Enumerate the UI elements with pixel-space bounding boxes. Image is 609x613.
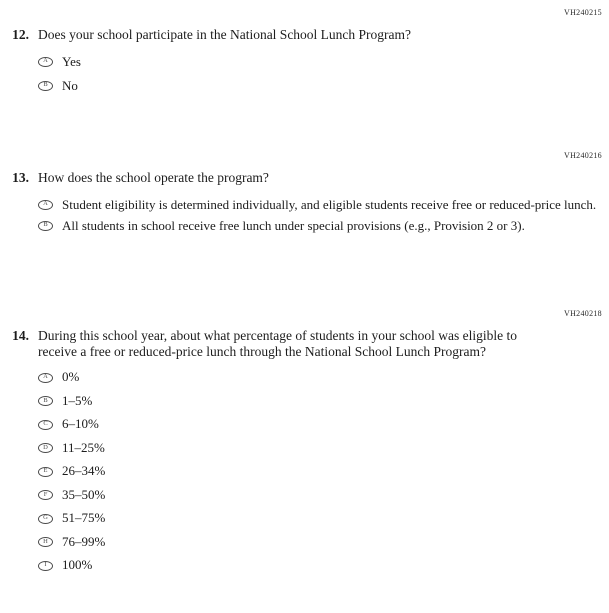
option-row (38, 78, 602, 93)
question-number: 12. (12, 27, 29, 42)
option-label: 1–5% (62, 392, 93, 408)
question-code: VH240216 (564, 151, 602, 160)
answer-bubble-icon[interactable]: G (38, 514, 53, 524)
option-label: Student eligibility is determined individually, and eligible students receive free or reduced-price lunch. (62, 197, 597, 212)
option-row (38, 464, 602, 478)
options-list (38, 197, 602, 233)
question-code: VH240218 (564, 309, 602, 318)
option-row (38, 54, 602, 69)
option-row (38, 370, 602, 384)
option-label: 100% (62, 557, 93, 572)
answer-bubble-icon[interactable]: D (38, 443, 53, 453)
options-list (38, 54, 602, 93)
option-row (38, 558, 602, 572)
options-list (38, 370, 602, 572)
answer-bubble-icon[interactable]: C (38, 420, 53, 430)
option-label: 35–50% (62, 486, 106, 502)
option-label: 76–99% (62, 533, 106, 549)
answer-bubble-icon[interactable]: A (38, 57, 53, 67)
question-block-13 (0, 151, 609, 242)
option-row (38, 488, 602, 502)
answer-bubble-icon[interactable]: E (38, 467, 53, 477)
question-number: 13. (12, 170, 29, 185)
question-row (6, 27, 602, 43)
answer-bubble-icon[interactable]: B (38, 221, 53, 231)
option-row (38, 197, 602, 212)
answer-bubble-icon[interactable]: A (38, 373, 53, 383)
option-row (38, 417, 602, 431)
question-text: Does your school participate in the National School Lunch Program? (38, 27, 412, 42)
option-row (38, 394, 602, 408)
question-block-12 (0, 8, 609, 102)
option-row (38, 511, 602, 525)
option-label: 6–10% (62, 416, 99, 431)
answer-bubble-icon[interactable]: I (38, 561, 53, 571)
answer-bubble-icon[interactable]: A (38, 200, 53, 210)
option-label: 26–34% (62, 463, 106, 478)
option-row (38, 441, 602, 455)
option-label: Yes (62, 54, 81, 69)
option-label: 0% (62, 369, 80, 384)
option-label: All students in school receive free lunch under special provisions (e.g., Provision 2 or 3). (62, 218, 525, 233)
answer-bubble-icon[interactable]: H (38, 537, 53, 547)
question-code: VH240215 (564, 8, 602, 17)
option-row (38, 218, 602, 233)
question-number: 14. (12, 328, 29, 343)
option-label: 11–25% (62, 439, 105, 455)
question-row (6, 170, 602, 186)
question-block-14 (0, 309, 609, 582)
option-label: No (62, 78, 78, 93)
question-row (6, 328, 602, 360)
answer-bubble-icon[interactable]: B (38, 81, 53, 91)
option-row (38, 535, 602, 549)
question-text: During this school year, about what percentage of students in your school was eligible to receive a free or reduced-price lunch through the National School Lunch Program? (38, 328, 517, 359)
answer-bubble-icon[interactable]: B (38, 396, 53, 406)
option-label: 51–75% (62, 510, 106, 525)
answer-bubble-icon[interactable]: F (38, 490, 53, 500)
question-text: How does the school operate the program? (38, 170, 269, 185)
